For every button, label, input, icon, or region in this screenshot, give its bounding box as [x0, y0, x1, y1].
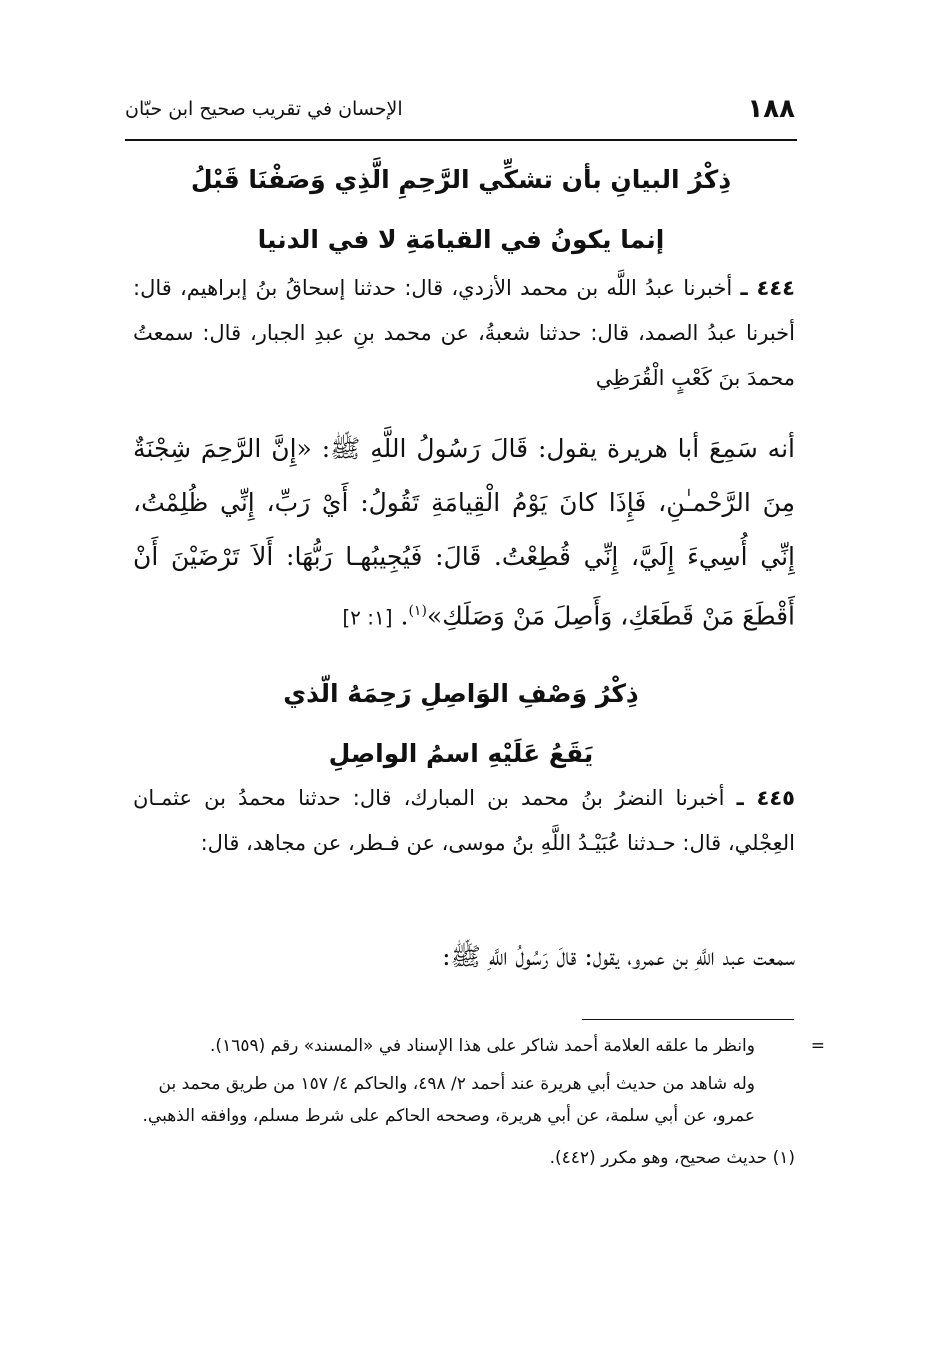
hadith-444-matn: أنه سَمِعَ أبا هريرة يقول: قَالَ رَسُولُ اللَّهِ ﷺ: «إِنَّ الرَّحِمَ شِجْنَةٌ مِنَ الرَّحْمـٰنِ، فَإِذَا كانَ يَوْمُ الْقِيامَةِ تَقُولُ: أَيْ رَبِّ، إِنِّي ظُلِمْتُ، إِنِّي أُسِيءَ إِلَيَّ، إِنِّي قُطِعْتُ. قَالَ: فَيُجِيبُهـا رَبُّهَا: أَلاَ تَرْضَيْنَ أَنْ أَقْطَعَ مَنْ قَطَعَكِ، وَأَصِلَ مَنْ وَصَلَكِ»$^{(١)}$. [١: ٢]	[133, 434, 795, 631]
hadith-445-matn	[133, 930, 795, 984]
chapter-heading-2-line-1: ذِكْرُ وَصْفِ الوَاصِلِ رَحِمَهُ الّذي	[283, 679, 639, 708]
hadith-445-number: ٤٤٥ ـ	[736, 786, 795, 810]
footnotes	[133, 1030, 825, 1174]
footnote-continuation-text: وانظر ما علقه العلامة أحمد شاكر على هذا الإسناد في «المسند» رقم (١٦٥٩).	[210, 1036, 755, 1056]
page-number: ١٨٨	[747, 94, 795, 124]
chapter-heading-1	[125, 150, 797, 270]
chapter-heading-2	[125, 664, 797, 784]
footnote-separator	[582, 1019, 794, 1020]
footnote-1: (١) حديث صحيح، وهو مكرر (٤٤٢).	[549, 1148, 795, 1168]
header-rule	[125, 139, 797, 141]
hadith-444-number: ٤٤٤ ـ	[740, 276, 795, 300]
chapter-heading-2-line-2: يَقَعُ عَلَيْهِ اسمُ الواصِلِ	[328, 739, 594, 768]
hadith-444-isnad	[133, 266, 795, 401]
continuation-mark: =	[810, 1036, 825, 1056]
hadith-444-isnad-text: أخبرنا عبدُ اللَّه بن محمد الأزدي، قال: حدثنا إسحاقُ بنُ إبراهيم، قال: أخبرنا عبدُ الصمد، قال: حدثنا شعبةُ، عن محمد بنِ عبدِ الجبار، قال: سمعتُ محمدَ بنَ كَعْبٍ الْقُرَظِي	[133, 276, 795, 390]
footnote-marker: (١)	[408, 603, 427, 619]
footnote-shahid-paragraph: وله شاهد من حديث أبي هريرة عند أحمد ٢/ ٤٩٨، والحاكم ٤/ ١٥٧ من طريق محمد بن عمرو، عن أبي سلمة، عن أبي هريرة، وصححه الحاكم على شرط مسلم، ووافقه الذهبي.	[142, 1074, 755, 1126]
page-header	[125, 88, 795, 134]
chapter-heading-1-line-1: ذِكْرُ البيانِ بأن تشكِّي الرَّحِمِ الَّذِي وَصَفْنَا قَبْلُ	[190, 165, 732, 194]
hadith-445-isnad-text: أخبرنا النضرُ بنُ محمد بن المبارك، قال: حدثنا محمدُ بن عثمـان العِجْلي، قال: حـدثنا عُبَيْـدُ اللَّهِ بنُ موسى، عن فـطر، عن مجاهد، قال:	[133, 786, 795, 855]
chapter-heading-1-line-2: إنما يكونُ في القيامَةِ لا في الدنيا	[257, 225, 665, 254]
running-title: الإحسان في تقريب صحيح ابن حبّان	[125, 98, 403, 120]
hadith-444-reference: [١: ٢]	[342, 605, 393, 630]
hadith-444-matn-text: أنه سَمِعَ أبا هريرة يقول: قَالَ رَسُولُ اللَّهِ ﷺ: «إِنَّ الرَّحِمَ شِجْنَةٌ مِنَ الرَّحْمـٰنِ، فَإِذَا كانَ يَوْمُ الْقِيامَةِ تَقُولُ: أَيْ رَبِّ، إِنِّي ظُلِمْتُ، إِنِّي أُسِيءَ إِلَيَّ، إِنِّي قُطِعْتُ. قَالَ: فَيُجِيبُهـا رَبُّهَا: أَلاَ تَرْضَيْنَ أَنْ أَقْطَعَ مَنْ قَطَعَكِ، وَأَصِلَ مَنْ وَصَلَكِ»	[133, 434, 795, 631]
footnote-continuation	[133, 1030, 825, 1062]
hadith-445-isnad	[133, 776, 795, 866]
hadith-445-matn-text: سمعت عبد اللَّهِ بن عمرو، يقول: قالَ رَسُولُ اللَّهِ ﷺ:	[442, 942, 795, 971]
